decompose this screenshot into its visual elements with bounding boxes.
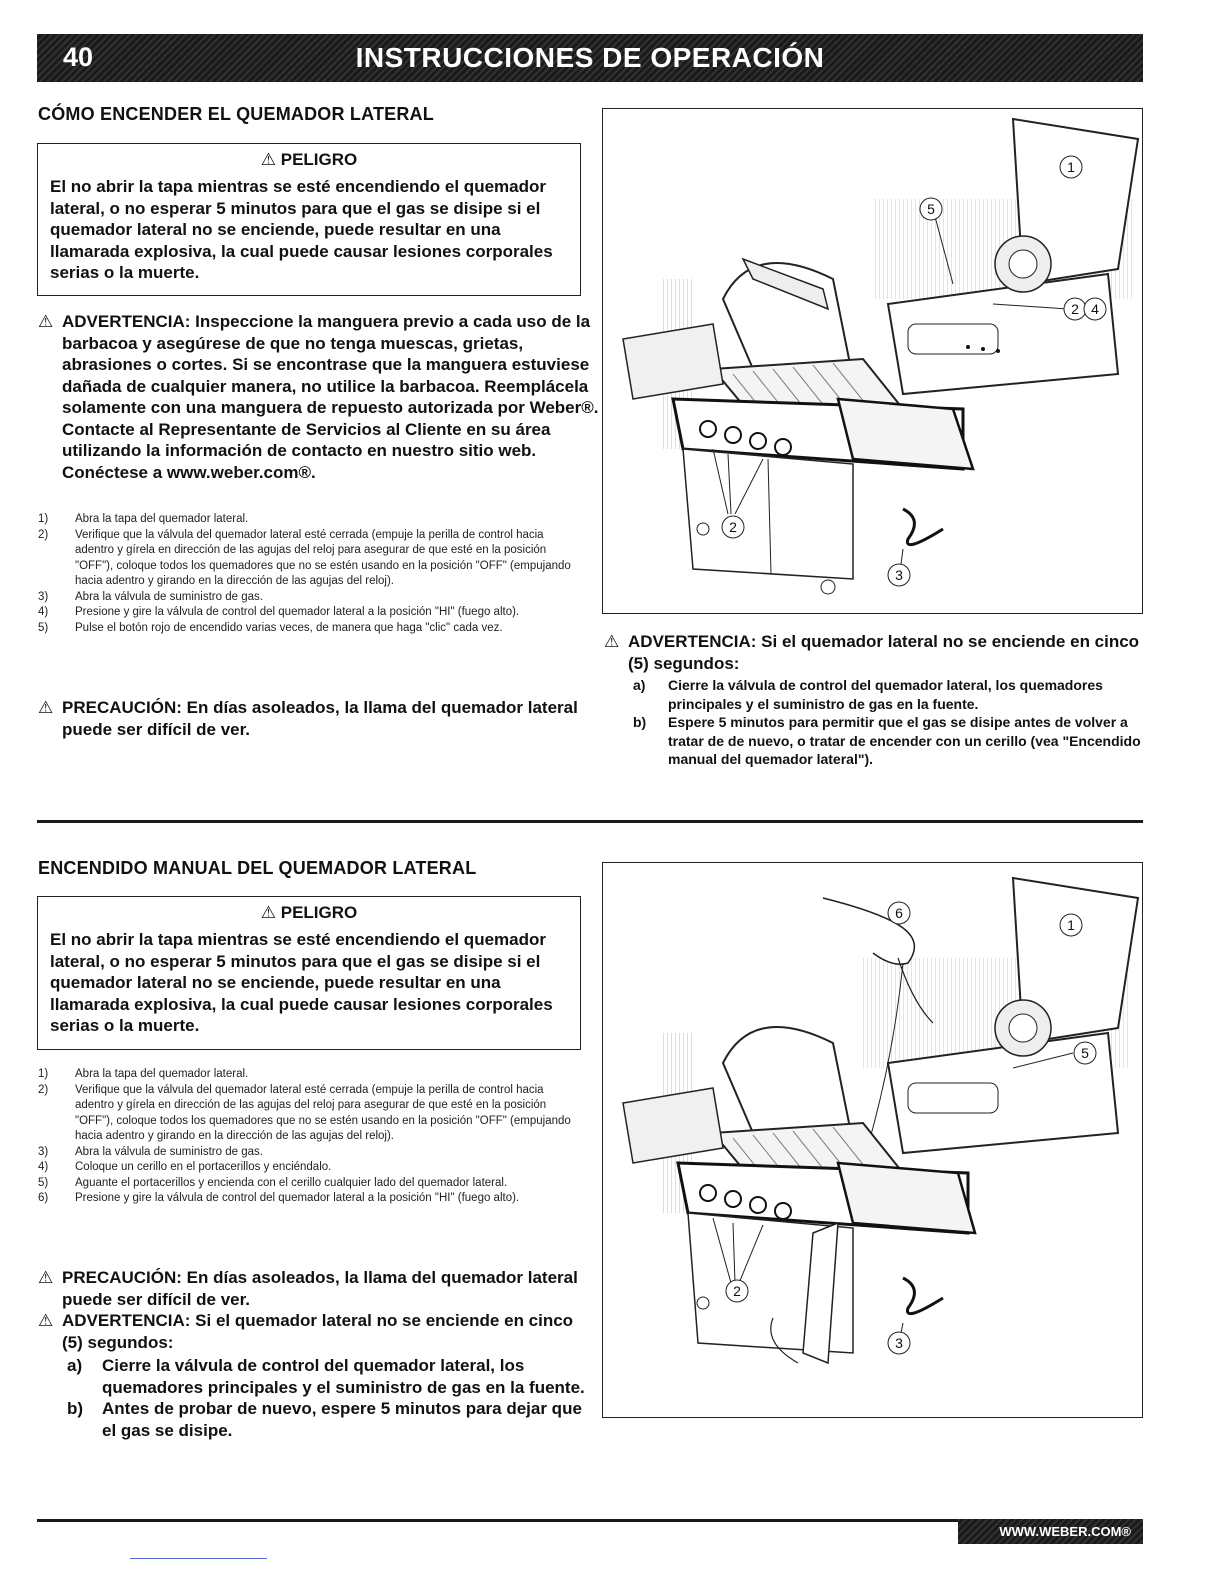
page-number: 40 [63,42,94,72]
callout-2: 2 [733,1283,741,1299]
callout-4: 4 [1091,301,1099,317]
ignition-warning-title: ADVERTENCIA: Si el quemador lateral no se enciende en cinco (5) segundos: [62,1311,574,1352]
warning-triangle-icon: ⚠ [38,1268,54,1287]
list-item: 1) Abra la tapa del quemador lateral. [38,1068,249,1080]
danger-text: El no abrir la tapa mientras se esté encendiendo el quemador lateral, o no esperar 5 minutos para que el gas se disipe si el quemador lateral no se enciende, puede resultar en una llamarada explosiva, la cual puede causar lesiones corporales serias o la muerte. [50,177,553,282]
list-item: 2) Verifique que la válvula del quemador lateral esté cerrada (empuje la perilla de control hacia adentro y gírela en dirección de las agujas del reloj para asegurar de que esté en la posición "OFF"), coloque todos los quemadores que no se estén usando en la posición "OFF" (empujando hacia adentro y girando en la dirección de las agujas del reloj). [38,1083,571,1142]
hose-warning [38,311,602,483]
ignition-warning-1 [604,631,1158,769]
grill-manual-illustration [603,863,1141,1416]
list-item: 3) Abra la válvula de suministro de gas. [38,1145,263,1158]
caution-text: PRECAUCIÓN: En días asoleados, la llama del quemador lateral puede ser difícil de ver. [62,1268,578,1309]
hose-warning-text: ADVERTENCIA: Inspeccione la manguera previo a cada uso de la barbacoa y asegúrese de que no tenga muescas, grietas, abrasiones o cortes. Si se encontrase que la manguera estuviese dañada de cualquier manera, no utilice la barbacoa. Reemplácela solamente con una manguera de repuesto autorizada por Weber®. Contacte al Representante de Servicios al Cliente en su área utilizando la información de contacto en nuestro sitio web. [62,312,599,460]
list-item: 1) Abra la tapa del quemador lateral. [38,513,249,525]
danger-box-1 [37,143,581,296]
section-divider [37,820,1143,823]
list-item: 5) Pulse el botón rojo de encendido varias veces, de manera que haga "clic" cada vez. [38,621,503,634]
list-item: a) Cierre la válvula de control del quemador lateral, los quemadores principales y el suministro de gas en la fuente. [67,1356,585,1397]
callout-3: 3 [895,567,903,583]
danger-box-2 [37,896,581,1050]
list-item: 4) Coloque un cerillo en el portacerillos y enciéndalo. [38,1161,332,1173]
list-item: 4) Presione y gire la válvula de control del quemador lateral a la posición "HI" (fuego alto). [38,606,520,618]
caution-2 [38,1267,592,1310]
ignition-warning-2 [38,1310,592,1441]
list-item: 3) Abra la válvula de suministro de gas. [38,590,263,603]
list-item: 6) Presione y gire la válvula de control del quemador lateral a la posición "HI" (fuego alto). [38,1192,520,1204]
warning-triangle-icon: ⚠ [260,903,276,922]
callout-3: 3 [895,1335,903,1351]
caution-text: PRECAUCIÓN: En días asoleados, la llama del quemador lateral puede ser difícil de ver. [62,698,578,739]
danger-heading [50,150,568,170]
figure-grill-side-burner [602,108,1143,614]
callout-5: 5 [1081,1045,1089,1061]
warning-triangle-icon: ⚠ [604,632,620,651]
grill-illustration [603,109,1141,612]
callout-2b: 2 [729,519,737,535]
callout-1: 1 [1067,917,1075,933]
callout-5: 5 [927,201,935,217]
warning-triangle-icon: ⚠ [38,1311,54,1330]
list-item: b) Espere 5 minutos para permitir que el gas se disipe antes de volver a tratar de de nuevo, o tratar de encender con un cerillo (vea "Encendido manual del quemador lateral"). [633,714,1141,767]
figure-manual-lighting [602,862,1143,1418]
warning-triangle-icon: ⚠ [38,698,54,717]
ignition-warning-title: ADVERTENCIA: Si el quemador lateral no se enciende en cinco (5) segundos: [628,632,1140,673]
list-item: 5) Aguante el portacerillos y encienda con el cerillo cualquier lado del quemador lateral. [38,1176,508,1189]
ignition-warning-list [62,1355,592,1441]
list-item: b) Antes de probar de nuevo, espere 5 minutos para dejar que el gas se disipe. [67,1399,582,1440]
danger-text: El no abrir la tapa mientras se esté encendiendo el quemador lateral, o no esperar 5 minutos para que el gas se disipe si el quemador lateral no se enciende, puede resultar en una llamarada explosiva, la cual puede causar lesiones corporales serias o la muerte. [50,930,553,1035]
callout-2: 2 [1071,301,1079,317]
list-item: a) Cierre la válvula de control del quemador lateral, los quemadores principales y el suministro de gas en la fuente. [633,677,1103,712]
caution-1 [38,697,582,740]
page-title: INSTRUCCIONES DE OPERACIÓN [355,42,825,73]
section2-title: ENCENDIDO MANUAL DEL QUEMADOR LATERAL [38,858,477,878]
ignition-warning-list [628,676,1158,769]
warning-triangle-icon: ⚠ [260,150,276,169]
section1-steps [38,512,583,636]
section2-steps [38,1067,583,1207]
weber-link-text: Conéctese a www.weber.com®. [62,462,316,482]
footer-url[interactable]: WWW.WEBER.COM® [958,1519,1143,1544]
link-underline-mark [130,1558,267,1559]
section1-title: CÓMO ENCENDER EL QUEMADOR LATERAL [38,104,434,124]
callout-6: 6 [895,905,903,921]
callout-1: 1 [1067,159,1075,175]
page-header [37,34,1143,82]
danger-heading [50,903,568,923]
danger-title: PELIGRO [280,903,358,922]
list-item: 2) Verifique que la válvula del quemador lateral esté cerrada (empuje la perilla de control hacia adentro y gírela en dirección de las agujas del reloj para asegurar de que esté en la posición "OFF"), coloque todos los quemadores que no se estén usando en la posición "OFF" (empujando hacia adentro y girando en la dirección de las agujas del reloj). [38,528,571,587]
danger-title: PELIGRO [280,150,358,169]
warning-triangle-icon: ⚠ [38,312,54,331]
footer-rule [37,1519,958,1522]
